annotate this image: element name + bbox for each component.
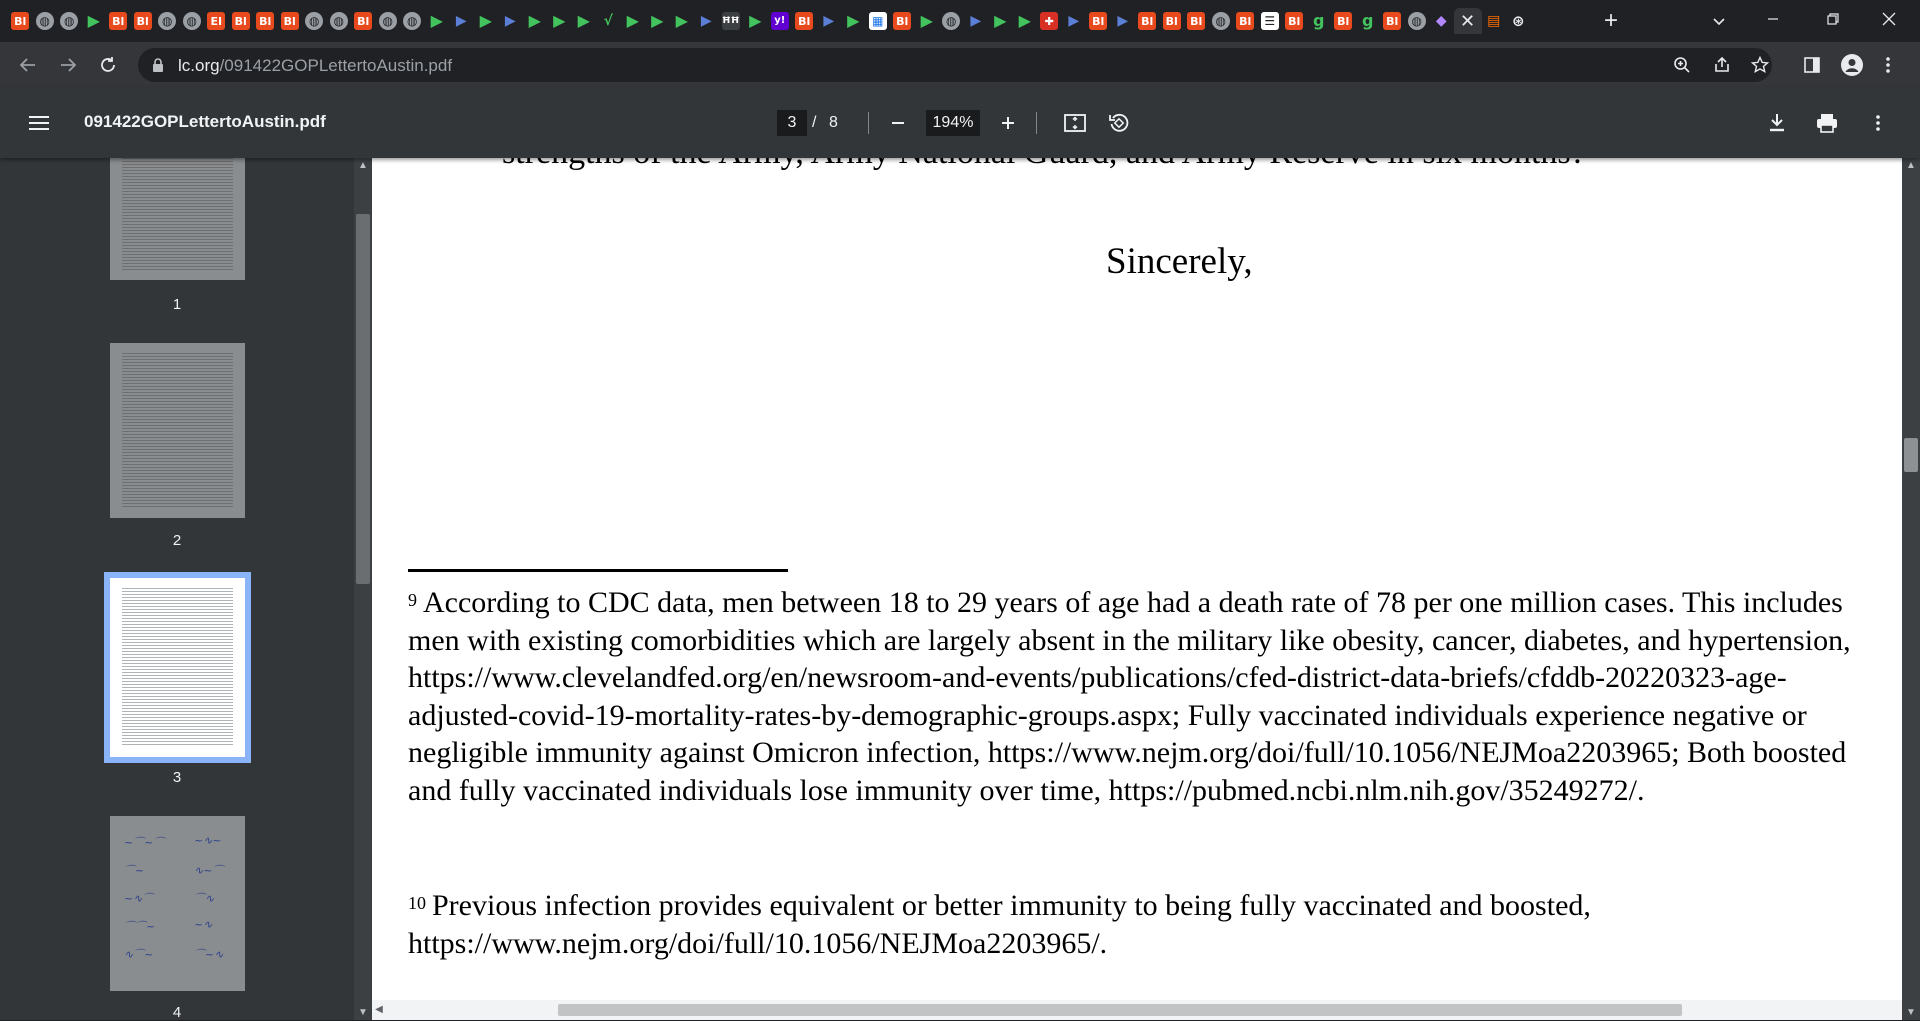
browser-tab[interactable]: [425, 8, 450, 34]
side-panel-icon[interactable]: [1796, 49, 1828, 81]
bi-favicon-icon: Bl: [232, 12, 250, 30]
page-thumbnail-1[interactable]: [110, 148, 245, 280]
fit-to-page-icon[interactable]: [1061, 109, 1089, 137]
flag-favicon-icon: ▶: [455, 13, 467, 29]
browser-tab[interactable]: [351, 8, 376, 34]
globe-favicon-icon: ◍: [942, 12, 960, 30]
bi-favicon-icon: Bl: [11, 12, 29, 30]
browser-tab[interactable]: [131, 8, 156, 34]
browser-tab[interactable]: [645, 8, 670, 34]
sidebar-scrollbar-thumb[interactable]: [356, 214, 370, 584]
footnote-marker: 10: [408, 893, 426, 913]
signature-mark: ~⌒~⌒: [124, 836, 165, 849]
hamburger-menu-icon[interactable]: [26, 110, 52, 136]
signature-mark: ~∿~: [194, 834, 222, 847]
browser-tab[interactable]: [253, 8, 278, 34]
browser-tab[interactable]: [1135, 8, 1160, 34]
browser-tab[interactable]: [180, 8, 205, 34]
grid-favicon-icon: ▦: [869, 12, 887, 30]
browser-tab[interactable]: [743, 8, 768, 34]
g-favicon-icon: g: [1313, 11, 1325, 30]
page-separator: /: [812, 114, 817, 131]
v-favicon-icon: √: [603, 13, 613, 29]
browser-tab[interactable]: [547, 8, 572, 34]
browser-tab[interactable]: [890, 8, 915, 34]
play-favicon-icon: ▶: [87, 11, 100, 30]
bi-favicon-icon: Bl: [1187, 12, 1205, 30]
yahoo-favicon-icon: y!: [771, 12, 789, 30]
share-icon[interactable]: [1712, 55, 1732, 75]
signature-mark: ⌒∿: [194, 892, 215, 905]
divider: [868, 112, 869, 134]
purple-favicon-icon: ◆: [1435, 13, 1447, 29]
pdf-page: [372, 158, 1902, 1000]
play-favicon-icon: ▶: [847, 11, 860, 30]
browser-tab[interactable]: [33, 8, 58, 34]
signature-mark: ⌒~∿: [194, 948, 224, 961]
browser-tab[interactable]: [1405, 8, 1430, 34]
play-favicon-icon: ▶: [430, 11, 443, 30]
browser-tab[interactable]: [1233, 8, 1258, 34]
signature-mark: ~∿: [194, 918, 213, 931]
download-icon[interactable]: [1763, 109, 1791, 137]
browser-tab[interactable]: [523, 8, 548, 34]
browser-tab[interactable]: [1380, 8, 1405, 34]
thumbnail-label: 2: [172, 532, 182, 549]
play-favicon-icon: ▶: [994, 11, 1007, 30]
rotate-icon[interactable]: [1105, 109, 1133, 137]
url-host: lc.org: [178, 56, 220, 75]
browser-tab[interactable]: [694, 8, 719, 34]
bi-favicon-icon: Bl: [354, 12, 372, 30]
browser-tab[interactable]: [1037, 8, 1062, 34]
back-button[interactable]: [12, 49, 44, 81]
play-favicon-icon: ▶: [651, 11, 664, 30]
browser-tab[interactable]: [1111, 8, 1136, 34]
browser-tab[interactable]: [1356, 8, 1381, 34]
ei-favicon-icon: EI: [207, 12, 225, 30]
url-path: /091422GOPLettertoAustin.pdf: [219, 56, 453, 75]
vertical-scrollbar[interactable]: [1902, 158, 1920, 1020]
zoom-icon[interactable]: [1672, 55, 1692, 75]
footnote-10: [408, 887, 1878, 962]
bi-favicon-icon: Bl: [256, 12, 274, 30]
flag-favicon-icon: ▶: [1068, 13, 1080, 29]
globe-favicon-icon: ◍: [158, 12, 176, 30]
bi-favicon-icon: Bl: [109, 12, 127, 30]
thumbnail-label: 1: [172, 296, 182, 313]
bi-favicon-icon: Bl: [1285, 12, 1303, 30]
dark-favicon-icon: ĦĦ: [722, 12, 740, 30]
thumbnail-sidebar: [0, 158, 354, 1020]
browser-tab[interactable]: [866, 8, 891, 34]
print-icon[interactable]: [1813, 109, 1841, 137]
bi-favicon-icon: Bl: [893, 12, 911, 30]
orange-favicon-icon: ▤: [1487, 13, 1501, 29]
lock-icon[interactable]: [150, 57, 166, 73]
browser-tab[interactable]: [8, 8, 33, 34]
minimize-button[interactable]: [1750, 0, 1796, 38]
play-favicon-icon: ▶: [577, 11, 590, 30]
more-options-icon[interactable]: [1864, 109, 1892, 137]
horizontal-scrollbar-thumb[interactable]: [558, 1004, 1682, 1016]
browser-tab[interactable]: [670, 8, 695, 34]
globe-favicon-icon: ◍: [36, 12, 54, 30]
browser-tab[interactable]: [1013, 8, 1038, 34]
flag-favicon-icon: ▶: [823, 13, 835, 29]
thumbnail-label: 4: [172, 1004, 182, 1021]
browser-tab[interactable]: [82, 8, 107, 34]
browser-tab[interactable]: [1086, 8, 1111, 34]
browser-tab[interactable]: [229, 8, 254, 34]
tab-strip: [0, 0, 1920, 42]
browser-tab[interactable]: [768, 8, 793, 34]
browser-tab[interactable]: [1184, 8, 1209, 34]
bi-favicon-icon: Bl: [1383, 12, 1401, 30]
bi-favicon-icon: Bl: [1334, 12, 1352, 30]
zoom-in-button[interactable]: [994, 109, 1022, 137]
globe-favicon-icon: ◍: [183, 12, 201, 30]
browser-tab[interactable]: [1282, 8, 1307, 34]
thumbnail-text-lines: [122, 588, 233, 747]
divider: [1036, 112, 1037, 134]
globe-favicon-icon: ◍: [1212, 12, 1230, 30]
scroll-left-arrow-icon[interactable]: ◀: [375, 1004, 383, 1015]
browser-tab[interactable]: [964, 8, 989, 34]
play-favicon-icon: ▶: [920, 11, 933, 30]
browser-tab[interactable]: [1209, 8, 1234, 34]
bi-favicon-icon: Bl: [1138, 12, 1156, 30]
signature-mark: ⌒~: [124, 864, 145, 877]
tab-search-chevron-icon[interactable]: [1706, 8, 1732, 34]
browser-tab[interactable]: [327, 8, 352, 34]
browser-toolbar: [0, 42, 1920, 88]
reload-button[interactable]: [92, 49, 124, 81]
signature-mark: ~∿⌒: [124, 892, 154, 905]
browser-tab[interactable]: [376, 8, 401, 34]
globe-favicon-icon: ◍: [379, 12, 397, 30]
browser-tab[interactable]: [278, 8, 303, 34]
circle-favicon-icon: ⊛: [1511, 11, 1525, 30]
zoom-out-button[interactable]: [884, 109, 912, 137]
pdf-toolbar: [0, 88, 1920, 158]
browser-tab[interactable]: [1307, 8, 1332, 34]
restore-button[interactable]: [1810, 0, 1856, 38]
bi-favicon-icon: Bl: [795, 12, 813, 30]
play-favicon-icon: ▶: [626, 11, 639, 30]
flag-favicon-icon: ▶: [970, 13, 982, 29]
play-favicon-icon: ▶: [1018, 11, 1031, 30]
new-tab-button[interactable]: +: [1603, 7, 1618, 34]
signature-mark: ∿~⌒: [194, 864, 224, 877]
browser-tab[interactable]: [498, 8, 523, 34]
thumbnail-label: 3: [172, 769, 182, 786]
globe-favicon-icon: ◍: [1408, 12, 1426, 30]
browser-tab[interactable]: [792, 8, 817, 34]
close-tab-icon[interactable]: ✕: [1454, 8, 1482, 34]
g-favicon-icon: g: [1362, 11, 1374, 30]
total-pages: 8: [829, 114, 838, 131]
footnote-text: According to CDC data, men between 18 to 29 years of age had a death rate of 78 per one million cases. This includes men with existing comorbidities which are largely absent in the military like obesity, cancer, diabetes, and hypertension, https://www.clevelandfed.org/en/newsroom-and-events/publications/cfed-district-data-briefs/cfddb-20220323-age-adjusted-covid-19-mortality-rates-by-demographic-groups.aspx; Fully vaccinated individuals experience negative or negligible immunity against Omicron infection, https://www.nejm.org/doi/full/10.1056/NEJMoa2203965; Both boosted and fully vaccinated individuals lose immunity over time, https://pubmed.ncbi.nlm.nih.gov/35249272/.: [408, 586, 1851, 807]
globe-favicon-icon: ◍: [403, 12, 421, 30]
zoom-level-input[interactable]: [926, 110, 980, 136]
close-window-button[interactable]: [1866, 0, 1912, 38]
browser-tab[interactable]: [1482, 8, 1507, 34]
scroll-up-arrow-icon[interactable]: ▲: [358, 160, 368, 171]
signature-mark: ⌒⌒~: [124, 920, 156, 933]
profile-avatar-icon[interactable]: [1836, 49, 1868, 81]
flag-favicon-icon: ▶: [504, 13, 516, 29]
browser-tab[interactable]: [915, 8, 940, 34]
browser-tab[interactable]: [719, 8, 744, 34]
play-favicon-icon: ▶: [749, 11, 762, 30]
browser-tab[interactable]: [204, 8, 229, 34]
bi-favicon-icon: Bl: [1236, 12, 1254, 30]
bars-favicon-icon: ☰: [1261, 12, 1279, 30]
footnote-marker: 9: [408, 590, 417, 610]
tab-list: [8, 8, 1531, 34]
page-thumbnail-2[interactable]: [110, 343, 245, 518]
globe-favicon-icon: ◍: [330, 12, 348, 30]
browser-menu-icon[interactable]: [1872, 49, 1904, 81]
browser-tab[interactable]: [1506, 8, 1531, 34]
scroll-up-arrow-icon[interactable]: ▲: [1906, 160, 1916, 171]
url-text[interactable]: [178, 56, 452, 76]
address-bar[interactable]: [138, 48, 1772, 82]
globe-favicon-icon: ◍: [305, 12, 323, 30]
bi-favicon-icon: Bl: [1089, 12, 1107, 30]
browser-tab[interactable]: [1429, 8, 1454, 34]
browser-tab[interactable]: [988, 8, 1013, 34]
browser-tab[interactable]: [1258, 8, 1283, 34]
browser-tab[interactable]: [1062, 8, 1087, 34]
browser-tab[interactable]: [155, 8, 180, 34]
closing-salutation: Sincerely,: [1106, 241, 1253, 282]
browser-tab[interactable]: [1331, 8, 1356, 34]
browser-tab[interactable]: [572, 8, 597, 34]
document-viewer: [354, 158, 1920, 1020]
flag-favicon-icon: ▶: [1117, 13, 1129, 29]
play-favicon-icon: ▶: [553, 11, 566, 30]
red-favicon-icon: ✚: [1040, 12, 1058, 30]
bi-favicon-icon: Bl: [281, 12, 299, 30]
thumbnail-text-lines: [122, 158, 233, 270]
globe-favicon-icon: ◍: [60, 12, 78, 30]
bi-favicon-icon: Bl: [1163, 12, 1181, 30]
browser-tab[interactable]: [621, 8, 646, 34]
browser-tab[interactable]: [57, 8, 82, 34]
browser-tab[interactable]: [596, 8, 621, 34]
footnote-9: [408, 584, 1878, 809]
footnote-text: Previous infection provides equivalent or better immunity to being fully vaccinated and boosted, https://www.nejm.org/doi/full/10.1056/NEJMoa2203965/.: [408, 889, 1591, 960]
play-favicon-icon: ▶: [528, 11, 541, 30]
signature-mark: ∿⌒~: [124, 948, 154, 961]
horizontal-scrollbar[interactable]: [372, 1000, 1902, 1020]
browser-tab[interactable]: [817, 8, 842, 34]
footnote-separator: [408, 569, 788, 572]
sidebar-scrollbar[interactable]: [354, 158, 372, 1020]
thumbnail-text-lines: [122, 353, 233, 508]
forward-button[interactable]: [52, 49, 84, 81]
browser-tab[interactable]: [939, 8, 964, 34]
browser-tab[interactable]: [474, 8, 499, 34]
browser-tab[interactable]: [841, 8, 866, 34]
page-thumbnail-4[interactable]: [110, 816, 245, 991]
browser-tab[interactable]: [400, 8, 425, 34]
browser-tab[interactable]: [302, 8, 327, 34]
vertical-scrollbar-thumb[interactable]: [1904, 438, 1918, 472]
document-title: 091422GOPLettertoAustin.pdf: [84, 112, 326, 131]
scroll-down-arrow-icon[interactable]: ▼: [1906, 1007, 1916, 1018]
page-number-input[interactable]: [777, 110, 807, 136]
play-favicon-icon: ▶: [479, 11, 492, 30]
play-favicon-icon: ▶: [675, 11, 688, 30]
page-thumbnail-3-selected[interactable]: [104, 572, 251, 763]
browser-tab[interactable]: [449, 8, 474, 34]
bookmark-star-icon[interactable]: [1750, 55, 1770, 75]
flag-favicon-icon: ▶: [700, 13, 712, 29]
scroll-down-arrow-icon[interactable]: ▼: [358, 1007, 368, 1018]
browser-tab[interactable]: [1160, 8, 1185, 34]
browser-tab[interactable]: [106, 8, 131, 34]
bi-favicon-icon: Bl: [134, 12, 152, 30]
